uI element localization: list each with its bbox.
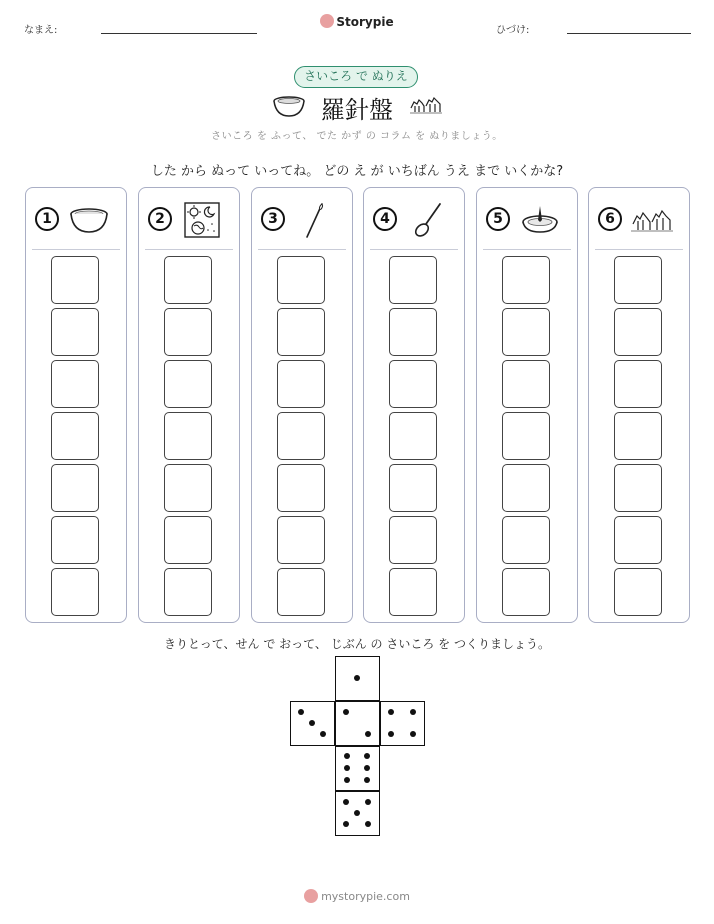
- column-divider: [483, 249, 571, 250]
- column-number: 1: [35, 207, 59, 231]
- pip: [320, 731, 326, 737]
- color-box[interactable]: [502, 516, 550, 564]
- footer-url[interactable]: mystorypie.com: [321, 890, 410, 903]
- pip: [365, 821, 371, 827]
- subtitle: さいころ を ふって、 でた かず の コラム を ぬりましょう。: [211, 131, 503, 142]
- pip: [344, 753, 350, 759]
- compass-dish-icon: [519, 200, 561, 240]
- mode-badge: さいころ で ぬりえ: [294, 66, 418, 88]
- date-line[interactable]: [567, 33, 691, 34]
- color-box[interactable]: [277, 256, 325, 304]
- instruction-text: した から ぬって いってね。 どの え が いちばん うえ まで いくかな?: [150, 164, 564, 179]
- pip: [365, 731, 371, 737]
- column-divider: [145, 249, 233, 250]
- name-label: なまえ:: [24, 25, 58, 36]
- color-box[interactable]: [614, 308, 662, 356]
- pip: [388, 731, 394, 737]
- color-box[interactable]: [164, 568, 212, 616]
- bowl-icon: [68, 200, 110, 240]
- name-line[interactable]: [101, 33, 257, 34]
- pip: [354, 675, 360, 681]
- color-box[interactable]: [614, 568, 662, 616]
- pip: [354, 810, 360, 816]
- column-4: [363, 187, 465, 623]
- color-box[interactable]: [502, 568, 550, 616]
- color-box[interactable]: [502, 464, 550, 512]
- color-box[interactable]: [502, 412, 550, 460]
- color-box[interactable]: [164, 516, 212, 564]
- color-box[interactable]: [164, 464, 212, 512]
- pip: [343, 799, 349, 805]
- pip: [364, 765, 370, 771]
- sun-moon-earth-icon: [181, 200, 223, 240]
- camel-caravan-icon: [410, 94, 442, 114]
- column-divider: [32, 249, 120, 250]
- pip: [364, 753, 370, 759]
- bear-logo-icon: [320, 14, 334, 28]
- column-number: 6: [598, 207, 622, 231]
- color-box[interactable]: [51, 568, 99, 616]
- pip: [343, 821, 349, 827]
- color-box[interactable]: [164, 412, 212, 460]
- column-divider: [258, 249, 346, 250]
- color-box[interactable]: [277, 412, 325, 460]
- color-box[interactable]: [277, 308, 325, 356]
- color-box[interactable]: [277, 516, 325, 564]
- pip: [309, 720, 315, 726]
- pip: [410, 731, 416, 737]
- color-box[interactable]: [277, 360, 325, 408]
- color-box[interactable]: [51, 256, 99, 304]
- column-divider: [595, 249, 683, 250]
- pip: [365, 799, 371, 805]
- column-number: 3: [261, 207, 285, 231]
- pip: [344, 777, 350, 783]
- column-divider: [370, 249, 458, 250]
- dice-face-1: [335, 656, 380, 701]
- dice-face-4: [380, 701, 425, 746]
- color-box[interactable]: [502, 256, 550, 304]
- color-box[interactable]: [389, 360, 437, 408]
- color-box[interactable]: [389, 464, 437, 512]
- color-box[interactable]: [614, 464, 662, 512]
- color-box[interactable]: [502, 360, 550, 408]
- color-box[interactable]: [614, 412, 662, 460]
- brand-logo: [0, 14, 714, 29]
- date-label: ひづけ:: [496, 25, 530, 36]
- brand-name: Storypie: [336, 15, 394, 29]
- color-box[interactable]: [389, 308, 437, 356]
- color-box[interactable]: [614, 256, 662, 304]
- color-box[interactable]: [164, 308, 212, 356]
- needle-icon: [294, 200, 336, 240]
- pip: [343, 709, 349, 715]
- color-box[interactable]: [389, 568, 437, 616]
- dice-face-6: [335, 746, 380, 791]
- color-box[interactable]: [502, 308, 550, 356]
- color-box[interactable]: [51, 308, 99, 356]
- color-box[interactable]: [389, 412, 437, 460]
- cut-instruction: きりとって、せん で おって、 じぶん の さいころ を つくりましょう。: [164, 637, 550, 651]
- footer: [0, 889, 714, 903]
- pip: [388, 709, 394, 715]
- color-box[interactable]: [51, 464, 99, 512]
- page-title: 羅針盤: [321, 96, 393, 124]
- column-number: 2: [148, 207, 172, 231]
- color-box[interactable]: [614, 360, 662, 408]
- bear-logo-icon: [304, 889, 318, 903]
- color-box[interactable]: [51, 516, 99, 564]
- color-box[interactable]: [51, 412, 99, 460]
- color-box[interactable]: [614, 516, 662, 564]
- dice-face-5: [335, 791, 380, 836]
- column-5: [476, 187, 578, 623]
- column-3: [251, 187, 353, 623]
- column-number: 4: [373, 207, 397, 231]
- pip: [344, 765, 350, 771]
- dice-face-2: [335, 701, 380, 746]
- color-box[interactable]: [51, 360, 99, 408]
- column-number: 5: [486, 207, 510, 231]
- column-1: [25, 187, 127, 623]
- pip: [410, 709, 416, 715]
- spoon-icon: [406, 200, 448, 240]
- color-box[interactable]: [389, 256, 437, 304]
- dice-face-3: [290, 701, 335, 746]
- camel-caravan-icon: [631, 200, 673, 240]
- color-box[interactable]: [277, 464, 325, 512]
- pip: [298, 709, 304, 715]
- color-box[interactable]: [164, 256, 212, 304]
- pip: [364, 777, 370, 783]
- column-6: [588, 187, 690, 623]
- color-box[interactable]: [277, 568, 325, 616]
- color-box[interactable]: [389, 516, 437, 564]
- column-2: [138, 187, 240, 623]
- color-box[interactable]: [164, 360, 212, 408]
